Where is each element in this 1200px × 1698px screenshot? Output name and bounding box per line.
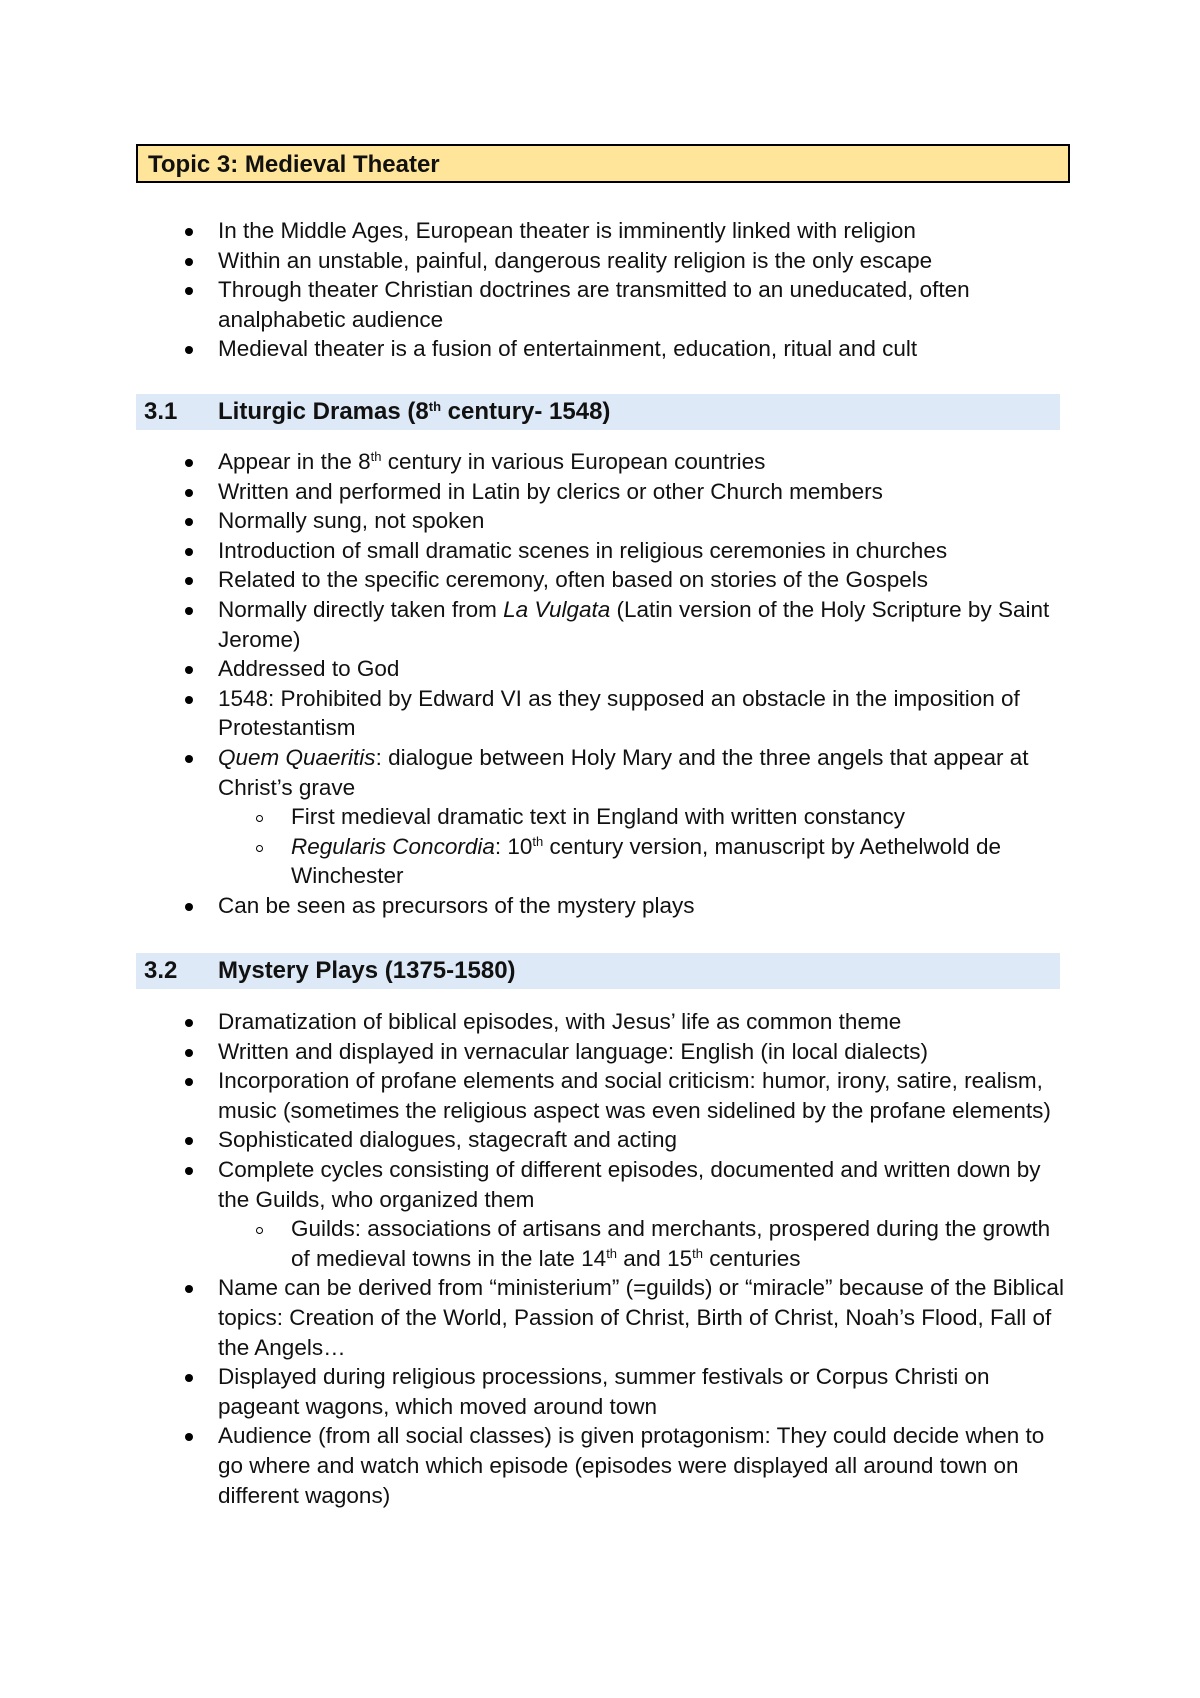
bullet-icon xyxy=(185,1137,193,1145)
list-item: Appear in the 8th century in various European countries xyxy=(0,447,1074,477)
section-3-1-list xyxy=(0,447,1074,921)
list-item: Displayed during religious processions, summer festivals or Corpus Christi on pageant wagons, which moved around town xyxy=(0,1362,1074,1421)
bullet-icon xyxy=(185,903,193,911)
section-title: Mystery Plays (1375-1580) xyxy=(218,957,516,984)
list-item: Within an unstable, painful, dangerous reality religion is the only escape xyxy=(0,246,1074,276)
bullet-icon xyxy=(185,1285,193,1293)
bullet-icon xyxy=(185,1019,193,1027)
intro-list xyxy=(0,216,1074,364)
list-item: 1548: Prohibited by Edward VI as they supposed an obstacle in the imposition of Protestantism xyxy=(0,684,1074,743)
bullet-icon xyxy=(185,228,193,236)
list-item: Can be seen as precursors of the mystery plays xyxy=(0,891,1074,921)
bullet-icon xyxy=(185,1433,193,1441)
hollow-bullet-icon xyxy=(256,1227,263,1234)
list-item: Medieval theater is a fusion of entertainment, education, ritual and cult xyxy=(0,334,1074,364)
bullet-icon xyxy=(185,258,193,266)
bullet-icon xyxy=(185,1049,193,1057)
bullet-icon xyxy=(185,755,193,763)
bullet-icon xyxy=(185,1078,193,1086)
bullet-icon xyxy=(185,518,193,526)
section-title: Liturgic Dramas (8th century- 1548) xyxy=(218,398,611,425)
bullet-icon xyxy=(185,1374,193,1382)
bullet-icon xyxy=(185,607,193,615)
bullet-icon xyxy=(185,346,193,354)
section-number: 3.2 xyxy=(144,957,178,984)
list-item: Sophisticated dialogues, stagecraft and acting xyxy=(0,1125,1074,1155)
topic-title: Topic 3: Medieval Theater xyxy=(136,144,1070,183)
bullet-icon xyxy=(185,459,193,467)
list-item: Written and displayed in vernacular language: English (in local dialects) xyxy=(0,1037,1074,1067)
sub-list-item: Guilds: associations of artisans and merchants, prospered during the growth of medieval towns in the late 14th and 15th centuries xyxy=(0,1214,1074,1273)
list-item: Addressed to God xyxy=(0,654,1074,684)
list-item: Normally directly taken from La Vulgata (Latin version of the Holy Scripture by Saint Jerome) xyxy=(0,595,1074,654)
bullet-icon xyxy=(185,548,193,556)
bullet-icon xyxy=(185,696,193,704)
sub-list-item: Regularis Concordia: 10th century version, manuscript by Aethelwold de Winchester xyxy=(0,832,1074,891)
bullet-icon xyxy=(185,489,193,497)
list-item: In the Middle Ages, European theater is imminently linked with religion xyxy=(0,216,1074,246)
list-item: Dramatization of biblical episodes, with Jesus’ life as common theme xyxy=(0,1007,1074,1037)
list-item: Audience (from all social classes) is given protagonism: They could decide when to go where and watch which episode (episodes were displayed all around town on different wagons) xyxy=(0,1421,1074,1510)
list-item: Normally sung, not spoken xyxy=(0,506,1074,536)
list-item: Incorporation of profane elements and social criticism: humor, irony, satire, realism, music (sometimes the religious aspect was even sidelined by the profane elements) xyxy=(0,1066,1074,1125)
bullet-icon xyxy=(185,577,193,585)
list-item: Complete cycles consisting of different episodes, documented and written down by the Guilds, who organized them xyxy=(0,1155,1074,1214)
list-item: Written and performed in Latin by clerics or other Church members xyxy=(0,477,1074,507)
list-item: Related to the specific ceremony, often based on stories of the Gospels xyxy=(0,565,1074,595)
list-item: Introduction of small dramatic scenes in religious ceremonies in churches xyxy=(0,536,1074,566)
section-number: 3.1 xyxy=(144,398,178,425)
section-heading-3-2 xyxy=(136,953,1060,989)
hollow-bullet-icon xyxy=(256,815,263,822)
list-item: Through theater Christian doctrines are transmitted to an uneducated, often analphabetic audience xyxy=(0,275,1074,334)
section-3-2-list xyxy=(0,1007,1074,1510)
bullet-icon xyxy=(185,287,193,295)
sub-list-item: First medieval dramatic text in England with written constancy xyxy=(0,802,1074,832)
section-heading-3-1 xyxy=(136,394,1060,430)
list-item: Quem Quaeritis: dialogue between Holy Mary and the three angels that appear at Christ’s grave xyxy=(0,743,1074,802)
bullet-icon xyxy=(185,1167,193,1175)
list-item: Name can be derived from “ministerium” (=guilds) or “miracle” because of the Biblical topics: Creation of the World, Passion of Christ, Birth of Christ, Noah’s Flood, Fall of the Angels… xyxy=(0,1273,1074,1362)
bullet-icon xyxy=(185,666,193,674)
hollow-bullet-icon xyxy=(256,845,263,852)
